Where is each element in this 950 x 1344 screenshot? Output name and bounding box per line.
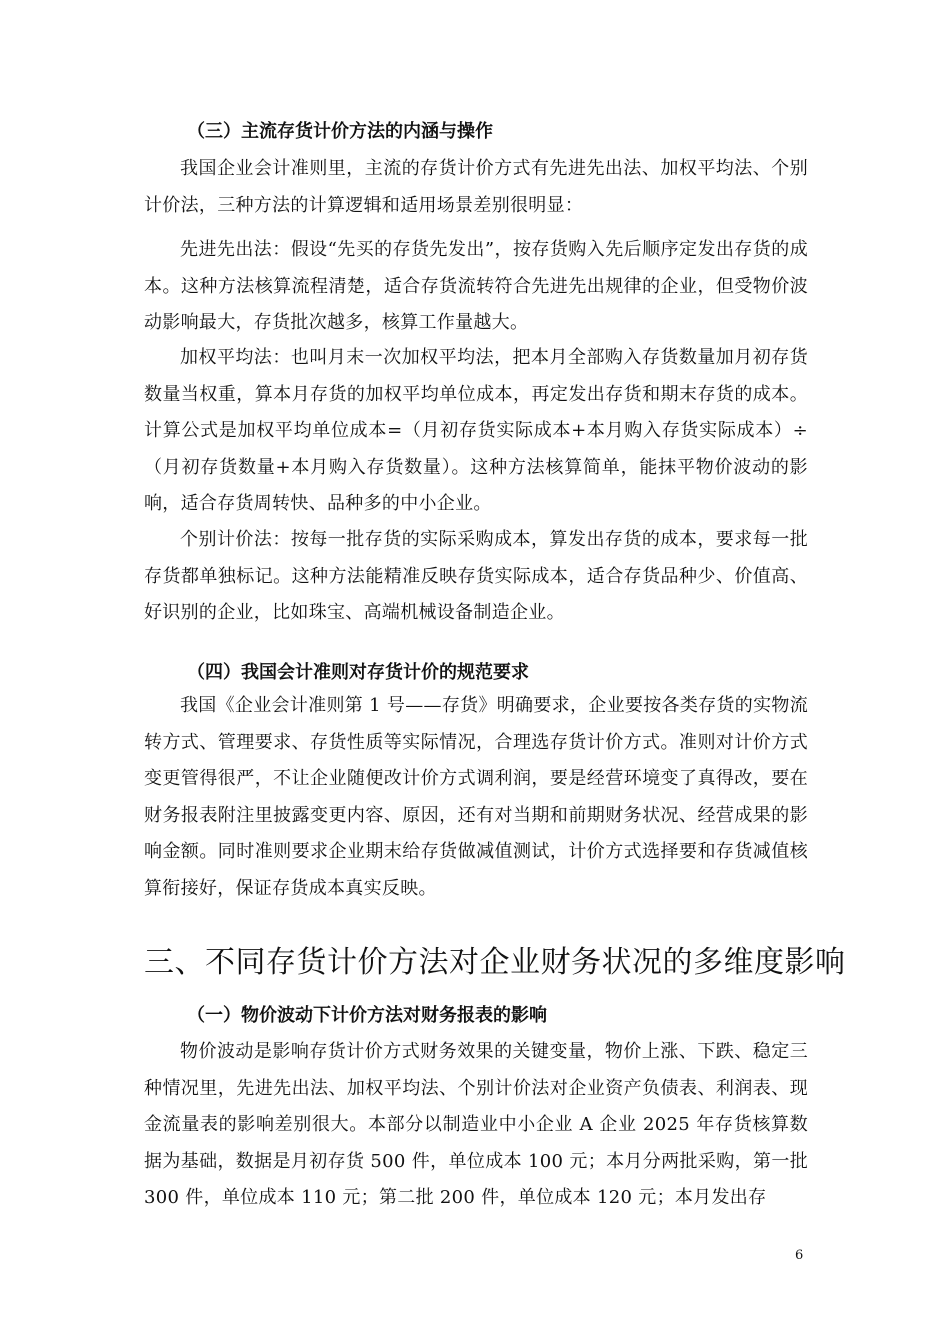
- paragraph-specific-identification: 个别计价法：按每一批存货的实际采购成本，算发出存货的成本，要求每一批存货都单独标记。这种方法能精准反映存货实际成本，适合存货品种少、价值高、好识别的企业，比如珠宝、高端机械设备制造企业。: [144, 529, 808, 624]
- subsection-heading-1: （一）物价波动下计价方法对财务报表的影响: [187, 1005, 547, 1026]
- paragraph-fifo: 先进先出法：假设“先买的存货先发出”，按存货购入先后顺序定发出存货的成本。这种方法核算流程清楚，适合存货流转符合先进先出规律的企业，但受物价波动影响最大，存货批次越多，核算工作量越大。: [144, 239, 808, 334]
- paragraph-inventory-methods-intro: 我国企业会计准则里，主流的存货计价方式有先进先出法、加权平均法、个别计价法，三种方法的计算逻辑和适用场景差别很明显：: [144, 158, 808, 216]
- subsection-heading-3: （三）主流存货计价方法的内涵与操作: [187, 121, 493, 142]
- paragraph-price-fluctuation: 物价波动是影响存货计价方式财务效果的关键变量，物价上涨、下跌、稳定三种情况里，先进先出法、加权平均法、个别计价法对企业资产负债表、利润表、现金流量表的影响差别很大。本部分以制造业中小企业 A 企业 2025 年存货核算数据为基础，数据是月初存货 500 件，单位成本 100 元；本月分两批采购，第一批 300 件，单位成本 110 元；第二批 200 件，单位成本 120 元；本月发出存: [144, 1041, 808, 1209]
- section-title: 三、不同存货计价方法对企业财务状况的多维度影响: [144, 945, 846, 980]
- paragraph-weighted-average: 加权平均法：也叫月末一次加权平均法，把本月全部购入存货数量加月初存货数量当权重，算本月存货的加权平均单位成本，再定发出存货和期末存货的成本。计算公式是加权平均单位成本=（月初存货实际成本+本月购入存货实际成本）÷（月初存货数量+本月购入存货数量）。这种方法核算简单，能抹平物价波动的影响，适合存货周转快、品种多的中小企业。: [144, 347, 808, 515]
- page-number: 6: [795, 1248, 804, 1263]
- paragraph-accounting-standards: 我国《企业会计准则第 1 号——存货》明确要求，企业要按各类存货的实物流转方式、管理要求、存货性质等实际情况，合理选存货计价方式。准则对计价方式变更管得很严，不让企业随便改计价方式调利润，要是经营环境变了真得改，要在财务报表附注里披露变更内容、原因，还有对当期和前期财务状况、经营成果的影响金额。同时准则要求企业期末给存货做减值测试，计价方式选择要和存货减值核算衔接好，保证存货成本真实反映。: [144, 695, 808, 899]
- subsection-heading-4: （四）我国会计准则对存货计价的规范要求: [187, 662, 529, 683]
